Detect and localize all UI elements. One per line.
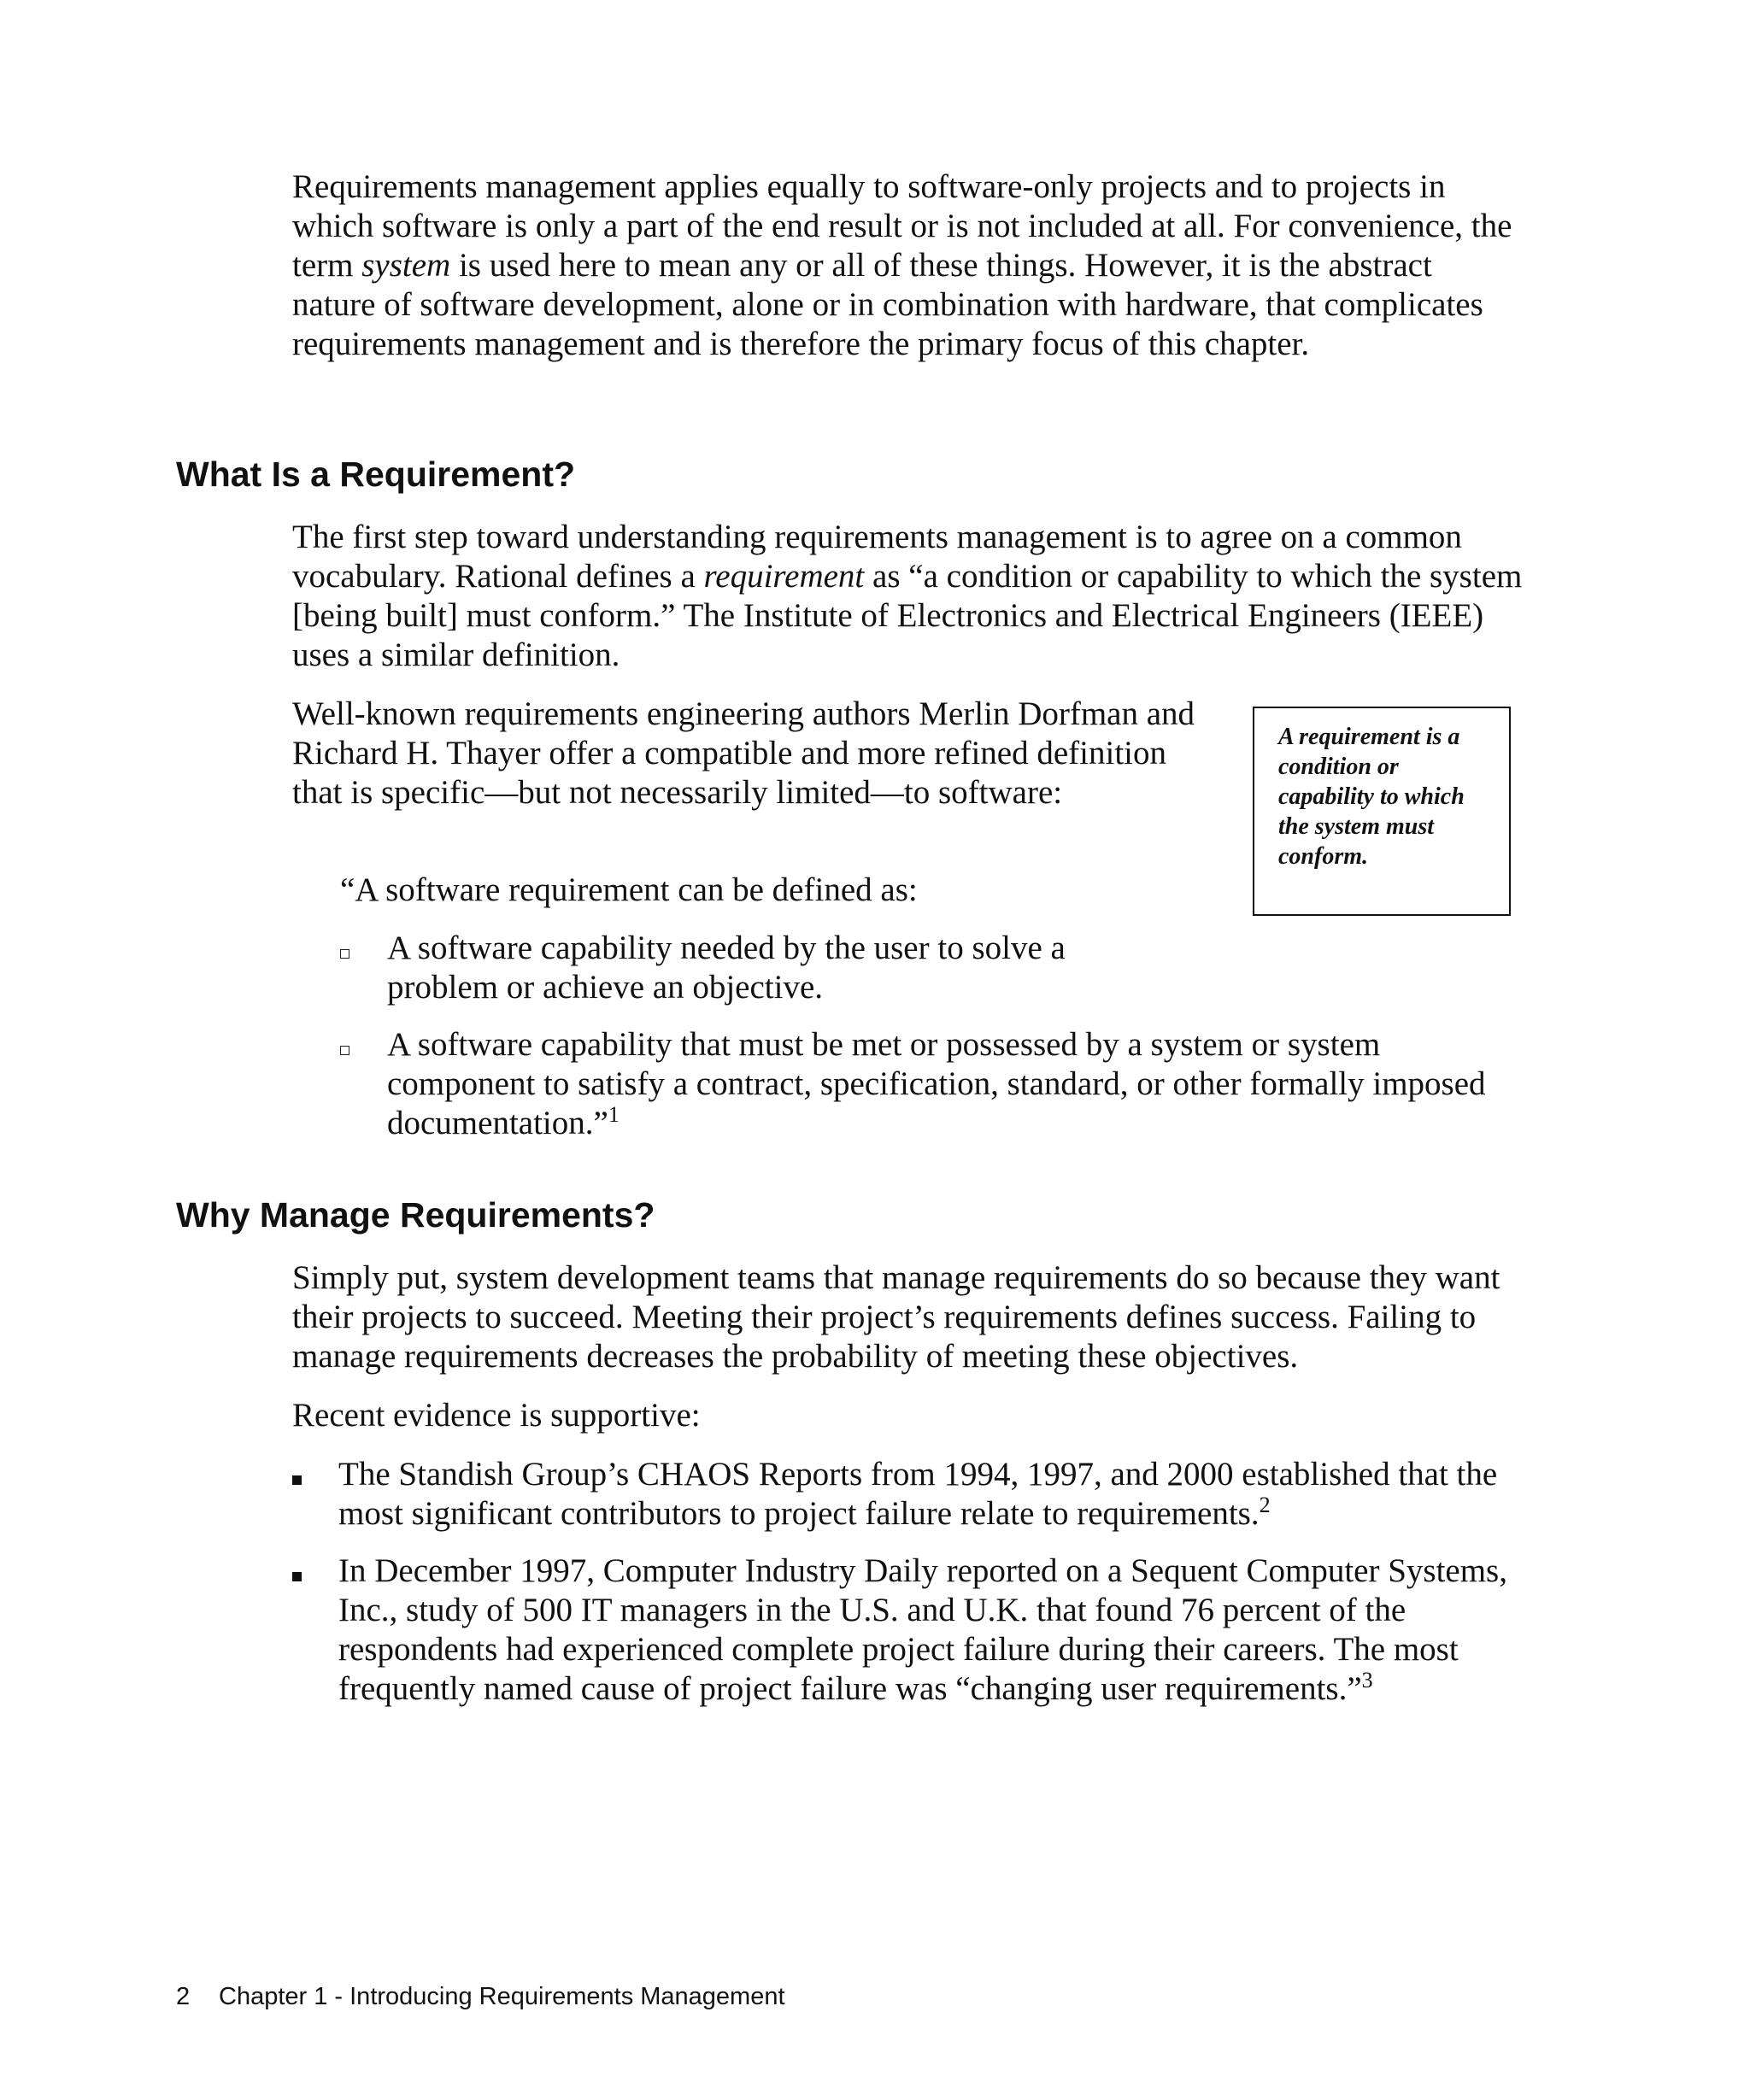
definition-list-item [340, 929, 1195, 1007]
footnote-ref-3[interactable]: 3 [1361, 1668, 1373, 1692]
callout-text: A requirement is a condition or capability to which the system must conform. [1278, 724, 1465, 870]
evidence-item-1-text: The Standish Group’s CHAOS Reports from 1994, 1997, and 2000 established that the most significant contributors to project failure relate to requirements. [338, 1456, 1498, 1532]
definition-quote-intro: “A software requirement can be defined as: [340, 871, 918, 908]
definition-item-text [387, 1025, 1532, 1143]
page-footer [176, 1982, 785, 2011]
intro-text-start: Requirements management applies equally to software-only projects and to projects in which software is only a part of the end result or is not included at all. For convenience, the term [292, 168, 1512, 284]
hollow-square-bullet-icon [340, 929, 349, 968]
intro-text-end: is used here to mean any or all of these things. However, it is the abstract nature of software development, alone or in combination with hardware, that complicates requirements management and is therefore the primary focus of this chapter. [292, 247, 1483, 362]
evidence-list-item [292, 1552, 1531, 1748]
footnote-ref-2[interactable]: 2 [1259, 1493, 1271, 1517]
definition-list-item [340, 1025, 1528, 1143]
section1-paragraph-2: Well-known requirements engineering authors Merlin Dorfman and Richard H. Thayer offer a compatible and more refined definition that is specific—but not necessarily limited—to software: [292, 695, 1195, 811]
evidence-list-item [292, 1455, 1531, 1534]
section1-paragraph-1 [292, 518, 1523, 675]
intro-term-system: system [361, 247, 451, 284]
section1-term-requirement: requirement [703, 558, 865, 595]
page-number: 2 [176, 1983, 191, 2010]
evidence-item-text [338, 1455, 1531, 1534]
hollow-square-bullet-icon [340, 1025, 349, 1065]
filled-square-bullet-icon [292, 1552, 302, 1591]
evidence-item-2-text: In December 1997, Computer Industry Daily reported on a Sequent Computer Systems, Inc., study of 500 IT managers in the U.S. and U.K. that found 76 percent of the respondents had experienced complete project failure during their careers. The most frequently named cause of project failure was “changing user requirements.” [338, 1552, 1507, 1707]
section2-paragraph-1: Simply put, system development teams that manage requirements do so because they want their projects to succeed. Meeting their project’s requirements defines success. Failing to manage requirements decreases the probability of meeting these objectives. [292, 1259, 1500, 1375]
section1-para1-start: The first step toward understanding requirements management is to agree on a common vocabulary. Rational defines a [292, 519, 1462, 595]
section2-paragraph-2: Recent evidence is supportive: [292, 1397, 701, 1434]
section1-para1-end: as “a condition or capability to which the system [being built] must conform.” The Institute of Electronics and Electrical Engineers (IEEE) uses a similar definition. [292, 558, 1523, 673]
running-chapter-title: Chapter 1 - Introducing Requirements Management [219, 1983, 785, 2010]
filled-square-bullet-icon [292, 1455, 302, 1494]
footnote-ref-1[interactable]: 1 [608, 1102, 620, 1127]
section-heading-why-manage-requirements: Why Manage Requirements? [176, 1195, 655, 1235]
definition-item-2-text: A software capability that must be met or possessed by a system or system component to satisfy a contract, specification, standard, or other formally imposed documentation.” [387, 1026, 1486, 1141]
margin-callout-box [1253, 707, 1511, 916]
section-heading-what-is-a-requirement: What Is a Requirement? [176, 455, 576, 494]
definition-item-text [387, 929, 1173, 1007]
definition-item-1-text: A software capability needed by the user to solve a problem or achieve an objective. [387, 930, 1066, 1006]
evidence-item-text [338, 1552, 1531, 1709]
intro-paragraph [292, 167, 1523, 364]
